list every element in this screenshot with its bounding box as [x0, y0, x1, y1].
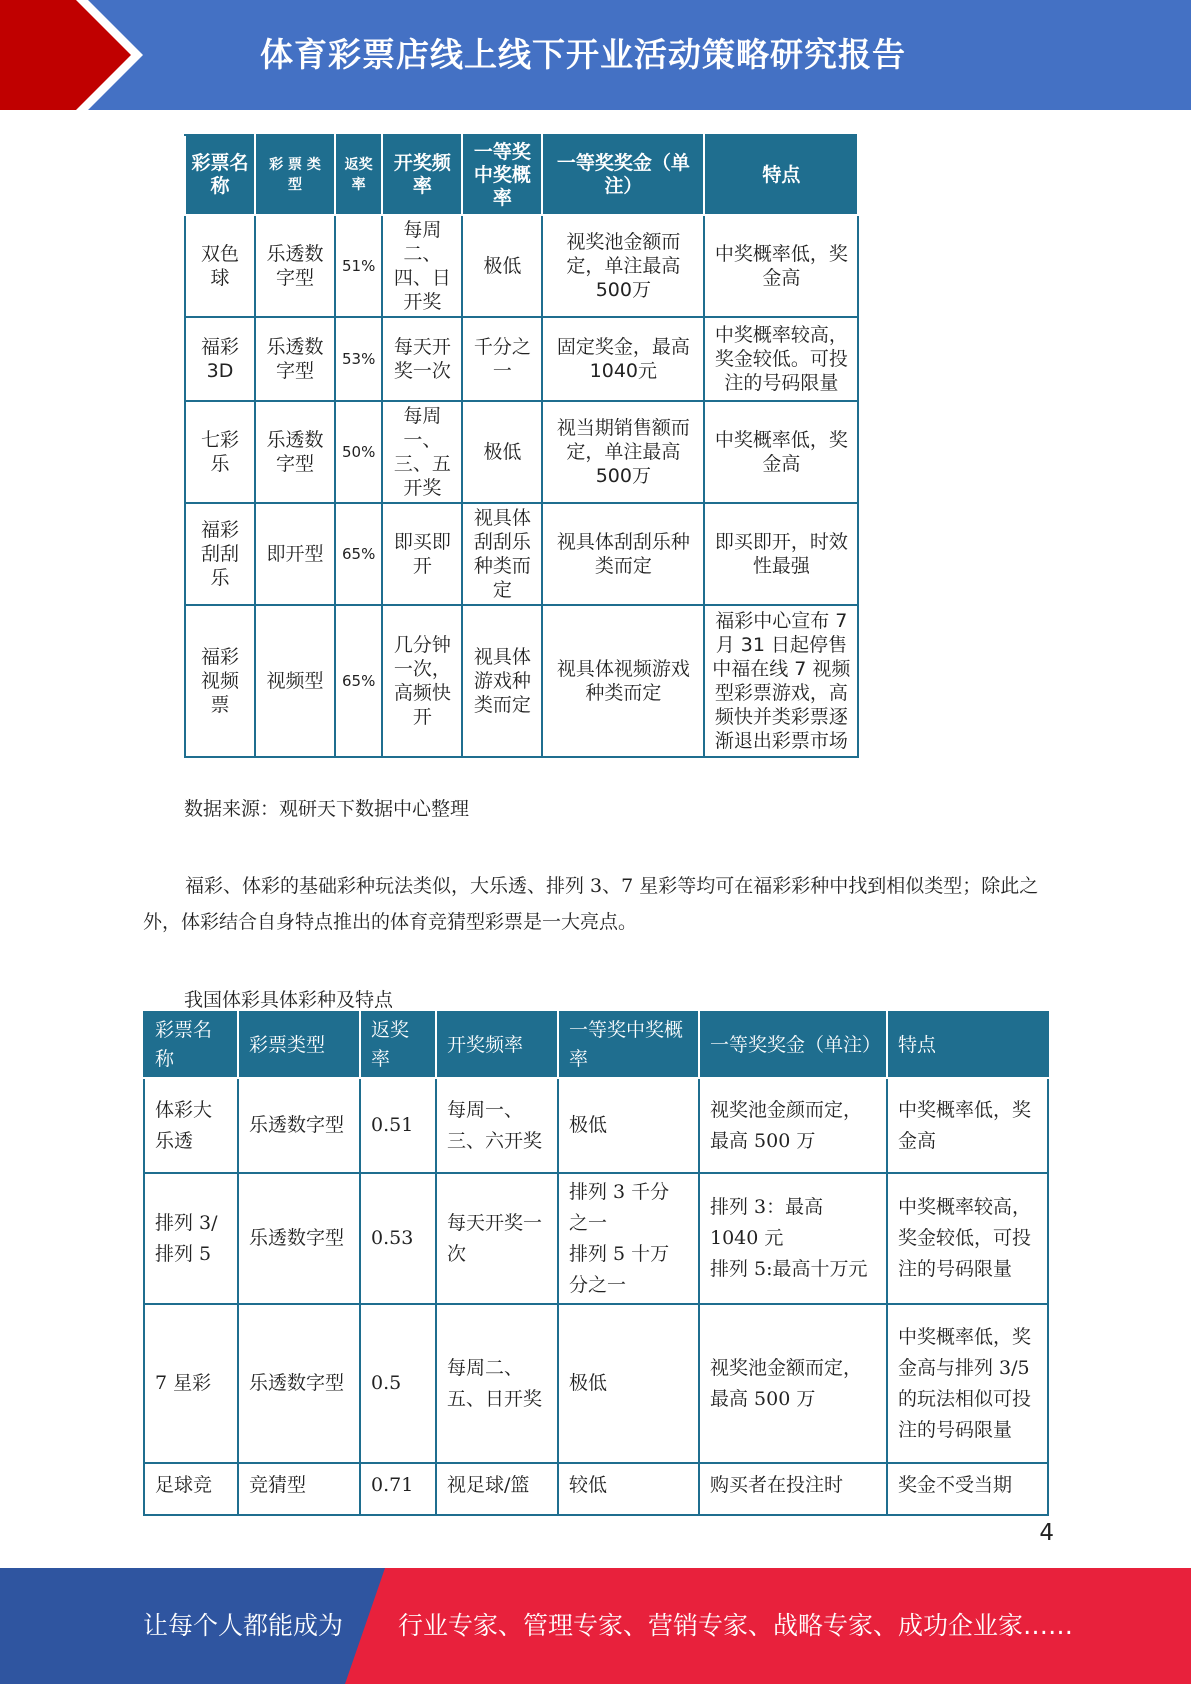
column-header: 开奖频率 [382, 135, 462, 215]
cell-line: 较低 [569, 1474, 608, 1496]
sports-lottery-table [143, 1011, 1049, 1516]
column-header: 一等奖奖金（单注） [542, 135, 704, 215]
cell-feature: 福彩中心宣布 7 月 31 日起停售中福在线 7 视频型彩票游戏，高频快并类彩票逐渐退出彩票市场 [704, 605, 858, 757]
cell-feature: 中奖概率低，奖金高 [887, 1078, 1048, 1173]
table-row [144, 1304, 1048, 1463]
cell-rate: 0.53 [360, 1173, 436, 1304]
cell-prob: 视具体刮刮乐种类而定 [462, 503, 542, 605]
cell-prize: 固定奖金，最高1040元 [542, 317, 704, 401]
cell-type: 乐透数字型 [255, 317, 335, 401]
table-row [185, 401, 858, 503]
cell-line: 极低 [569, 1114, 608, 1136]
cell-freq: 即买即开 [382, 503, 462, 605]
table-row [185, 503, 858, 605]
cell-rate: 65% [335, 503, 382, 605]
cell-prize: 视具体刮刮乐种类而定 [542, 503, 704, 605]
column-header: 彩票类型 [238, 1012, 360, 1078]
page-header [0, 0, 1191, 110]
cell-name: 福彩刮刮乐 [185, 503, 255, 605]
cell-prob: 极低 [462, 215, 542, 317]
cell-name: 7 星彩 [144, 1304, 238, 1463]
cell-prize: 视当期销售额而定，单注最高500万 [542, 401, 704, 503]
cell-freq: 每周二、五、日开奖 [436, 1304, 558, 1463]
cell-feature: 中奖概率低，奖金高 [704, 215, 858, 317]
cell-freq: 每天开奖一次 [436, 1173, 558, 1304]
cell-prob [558, 1463, 699, 1515]
cell-name: 七彩乐 [185, 401, 255, 503]
cell-type: 视频型 [255, 605, 335, 757]
table-row [144, 1463, 1048, 1515]
table-header-row [144, 1012, 1048, 1078]
cell-type: 乐透数字型 [238, 1173, 360, 1304]
cell-name: 足球竞 [144, 1463, 238, 1515]
cell-type: 乐透数字型 [238, 1304, 360, 1463]
column-header: 一等奖中奖概率 [558, 1012, 699, 1078]
table-row [144, 1078, 1048, 1173]
cell-rate: 0.71 [360, 1463, 436, 1515]
cell-freq: 每周一、三、六开奖 [436, 1078, 558, 1173]
cell-feature: 即买即开，时效性最强 [704, 503, 858, 605]
cell-line: 视奖池金额而定，最高 500 万 [710, 1356, 863, 1410]
cell-line: 排列 5:最高十万元 [710, 1258, 868, 1280]
table-row [144, 1173, 1048, 1304]
cell-freq: 每天开奖一次 [382, 317, 462, 401]
cell-rate: 53% [335, 317, 382, 401]
cell-prize: 视具体视频游戏种类而定 [542, 605, 704, 757]
cell-rate: 0.5 [360, 1304, 436, 1463]
column-header: 特点 [887, 1012, 1048, 1078]
cell-type: 即开型 [255, 503, 335, 605]
cell-line: 排列 5 十万分之一 [569, 1242, 670, 1296]
table-row [185, 605, 858, 757]
cell-prob [558, 1173, 699, 1304]
cell-prize [699, 1304, 887, 1463]
cell-prize [699, 1463, 887, 1515]
column-header: 开奖频率 [436, 1012, 558, 1078]
column-header: 彩票名称 [144, 1012, 238, 1078]
cell-name: 福彩视频票 [185, 605, 255, 757]
cell-prize: 视奖池金额而定，单注最高500万 [542, 215, 704, 317]
header-arrow-decoration [0, 0, 150, 110]
cell-type: 乐透数字型 [238, 1078, 360, 1173]
cell-prob [558, 1078, 699, 1173]
column-header: 一等奖奖金（单注） [699, 1012, 887, 1078]
column-header: 特点 [704, 135, 858, 215]
footer-slogan-right: 行业专家、管理专家、营销专家、战略专家、成功企业家…… [398, 1611, 1074, 1640]
cell-feature: 奖金不受当期 [887, 1463, 1048, 1515]
data-source-note: 数据来源：观研天下数据中心整理 [184, 798, 470, 820]
cell-name: 福彩3D [185, 317, 255, 401]
cell-name: 体彩大乐透 [144, 1078, 238, 1173]
table-row [185, 215, 858, 317]
cell-freq: 视足球/篮 [436, 1463, 558, 1515]
cell-rate: 51% [335, 215, 382, 317]
cell-line: 排列 3 千分之一 [569, 1180, 670, 1234]
column-header: 返奖率 [360, 1012, 436, 1078]
cell-feature: 中奖概率较高，奖金较低，可投注的号码限量 [887, 1173, 1048, 1304]
page-footer [0, 1568, 1191, 1684]
page-number: 4 [1039, 1520, 1054, 1546]
column-header: 一等奖中奖概率 [462, 135, 542, 215]
cell-rate: 50% [335, 401, 382, 503]
cell-type: 竞猜型 [238, 1463, 360, 1515]
column-header: 彩 票 类 型 [255, 135, 335, 215]
report-title: 体育彩票店线上线下开业活动策略研究报告 [260, 35, 906, 74]
cell-line: 排列 3：最高 1040 元 [710, 1196, 824, 1249]
cell-prob [558, 1304, 699, 1463]
cell-line: 视奖池金颜而定，最高 500 万 [710, 1098, 863, 1152]
cell-rate: 0.51 [360, 1078, 436, 1173]
table-caption: 我国体彩具体彩种及特点 [184, 989, 394, 1011]
column-header: 返奖率 [335, 135, 382, 215]
cell-freq: 几分钟一次，高频快开 [382, 605, 462, 757]
cell-name: 双色球 [185, 215, 255, 317]
table-header-row [185, 135, 858, 215]
column-header: 彩票名称 [185, 135, 255, 215]
cell-prob: 视具体游戏种类而定 [462, 605, 542, 757]
cell-prize [699, 1173, 887, 1304]
cell-prize [699, 1078, 887, 1173]
welfare-lottery-table [184, 134, 859, 758]
cell-prob: 极低 [462, 401, 542, 503]
cell-type: 乐透数字型 [255, 401, 335, 503]
cell-name: 排列 3/ 排列 5 [144, 1173, 238, 1304]
cell-feature: 中奖概率低，奖金高与排列 3/5 的玩法相似可投注的号码限量 [887, 1304, 1048, 1463]
cell-line: 购买者在投注时 [710, 1474, 844, 1496]
cell-freq: 每周二、四、日开奖 [382, 215, 462, 317]
cell-type: 乐透数字型 [255, 215, 335, 317]
cell-feature: 中奖概率较高，奖金较低。可投注的号码限量 [704, 317, 858, 401]
body-paragraph: 福彩、体彩的基础彩种玩法类似，大乐透、排列 3、7 星彩等均可在福彩彩种中找到相似类型；除此之外，体彩结合自身特点推出的体育竞猜型彩票是一大亮点。 [143, 875, 1039, 933]
cell-line: 极低 [569, 1372, 608, 1394]
cell-prob: 千分之一 [462, 317, 542, 401]
cell-freq: 每周一、三、五开奖 [382, 401, 462, 503]
cell-feature: 中奖概率低，奖金高 [704, 401, 858, 503]
footer-slogan-left: 让每个人都能成为 [143, 1611, 344, 1640]
table-row [185, 317, 858, 401]
cell-rate: 65% [335, 605, 382, 757]
